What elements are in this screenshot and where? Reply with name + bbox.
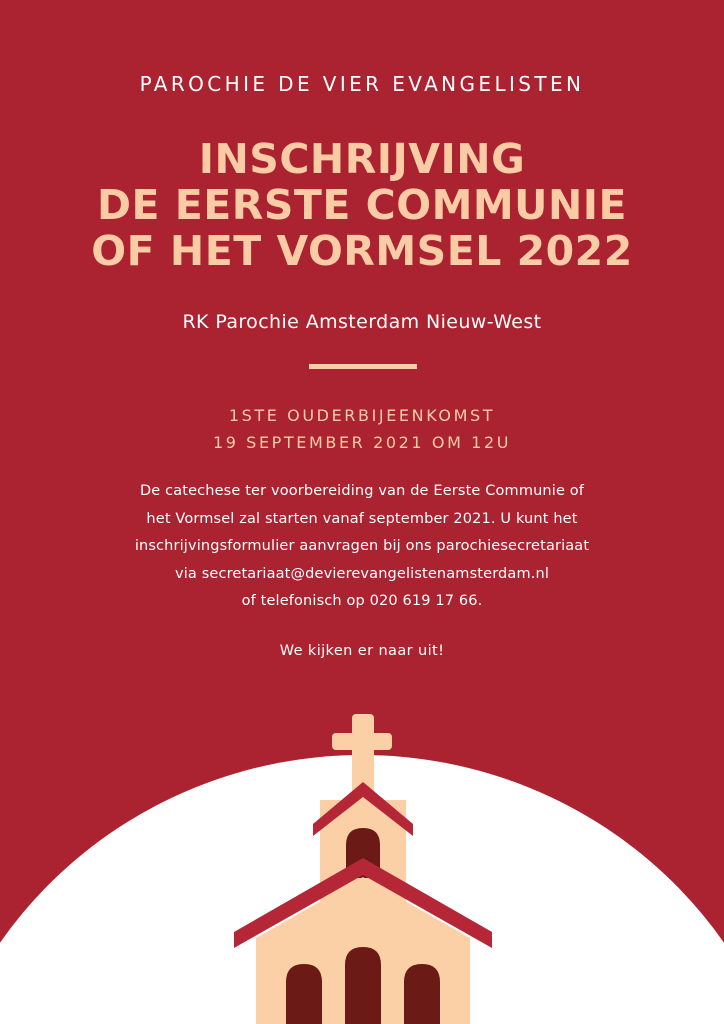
title-line: INSCHRIJVING (198, 135, 526, 183)
closing-text: We kijken er naar uit! (279, 643, 445, 659)
body-line: De catechese ter voorbereiding van de Eerste Communie of (139, 483, 585, 499)
main-title (0, 136, 724, 274)
body-text (0, 478, 724, 616)
meeting-line: 1STE OUDERBIJEENKOMST (228, 406, 496, 425)
meeting-line: 19 SEPTEMBER 2021 OM 12U (212, 433, 512, 452)
cross-horizontal (332, 733, 392, 750)
parish-name: PAROCHIE DE VIER EVANGELISTEN (139, 72, 585, 96)
body-line: via secretariaat@devierevangelistenamsterdam.nl (174, 565, 549, 582)
body-line: het Vormsel zal starten vanaf september 2021. U kunt het (146, 510, 578, 527)
divider (309, 364, 417, 369)
body-line: inschrijvingsformulier aanvragen bij ons parochiesecretariaat (134, 538, 590, 554)
title-line: OF HET VORMSEL 2022 (91, 227, 633, 275)
title-line: DE EERSTE COMMUNIE (96, 181, 628, 229)
church-window-right (404, 964, 440, 1024)
subtitle: RK Parochie Amsterdam Nieuw-West (182, 311, 542, 333)
church-window-left (286, 964, 322, 1024)
body-line: of telefonisch op 020 619 17 66. (241, 593, 483, 609)
church-door (345, 947, 381, 1024)
meeting-info (0, 402, 724, 456)
